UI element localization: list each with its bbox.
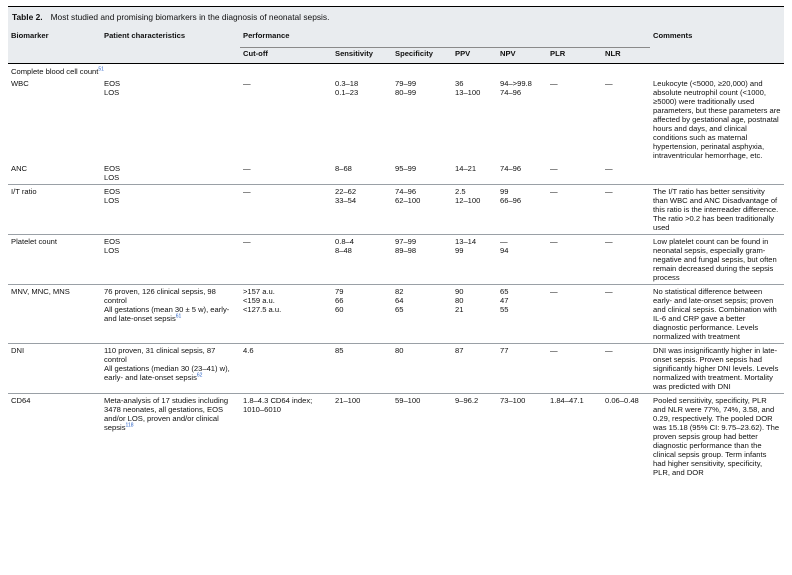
nlr-line: — <box>605 187 613 196</box>
header-cutoff: Cut-off <box>240 48 332 64</box>
npv-cell <box>497 285 547 344</box>
ppv-cell <box>452 235 497 285</box>
nlr-line: — <box>605 346 613 355</box>
header-npv: NPV <box>497 48 547 64</box>
table-caption <box>8 6 784 27</box>
comments-cell <box>650 344 784 394</box>
ppv-cell <box>452 344 497 394</box>
patient-line: All gestations (mean 30 ± 5 w), early- and late-onset sepsis$^{61}$ <box>104 305 230 323</box>
biomarker-name: I/T ratio <box>11 187 37 196</box>
cutoff-cell <box>240 235 332 285</box>
patient-characteristics-cell <box>101 235 240 285</box>
patient-line: 76 proven, 126 clinical sepsis, 98 control <box>104 287 216 305</box>
plr-cell <box>547 285 602 344</box>
cutoff-line: 1.8–4.3 CD64 index; 1010–6010 <box>243 396 313 414</box>
specificity-line: 82 <box>395 287 404 296</box>
comments-cell <box>650 77 784 162</box>
plr-line: — <box>550 237 558 246</box>
sensitivity-cell <box>332 162 392 185</box>
cutoff-line: <127.5 a.u. <box>243 305 282 314</box>
specificity-line: 79–99 <box>395 79 417 88</box>
comment-text: Low platelet count can be found in neonatal sepsis, especially gram-negative and fungal sepsis, but often remain decreased during the sepsis process <box>653 237 777 282</box>
patient-reference: 118 <box>125 422 134 429</box>
biomarker-name: DNI <box>11 346 25 355</box>
nlr-cell <box>602 285 650 344</box>
sensitivity-line: 0.1–23 <box>335 88 359 97</box>
ppv-cell <box>452 77 497 162</box>
biomarker-cell <box>8 344 101 394</box>
specificity-line: 95–99 <box>395 164 417 173</box>
nlr-line: — <box>605 79 613 88</box>
patient-line: EOS <box>104 79 121 88</box>
specificity-cell <box>392 235 452 285</box>
nlr-line: — <box>605 164 613 173</box>
npv-cell <box>497 77 547 162</box>
plr-cell <box>547 235 602 285</box>
nlr-cell <box>602 185 650 235</box>
specificity-cell <box>392 285 452 344</box>
cutoff-cell <box>240 185 332 235</box>
table-row <box>8 344 784 394</box>
biomarker-name: CD64 <box>11 396 31 405</box>
npv-cell <box>497 235 547 285</box>
cutoff-line: 4.6 <box>243 346 254 355</box>
plr-line: — <box>550 287 558 296</box>
ppv-line: 14–21 <box>455 164 477 173</box>
specificity-cell <box>392 77 452 162</box>
npv-line: 73–100 <box>500 396 526 405</box>
specificity-cell <box>392 185 452 235</box>
sensitivity-line: 0.8–4 <box>335 237 355 246</box>
nlr-cell <box>602 77 650 162</box>
comments-cell <box>650 394 784 480</box>
ppv-line: 12–100 <box>455 196 481 205</box>
sensitivity-cell <box>332 394 392 480</box>
npv-line: 94–>99.8 <box>500 79 532 88</box>
plr-line: — <box>550 79 558 88</box>
plr-line: — <box>550 164 558 173</box>
comment-text: The I/T ratio has better sensitivity than WBC and ANC Disadvantage of this ratio is the interreader difference. The ratio >0.2 has been traditionally used <box>653 187 779 232</box>
ppv-line: 2.5 <box>455 187 466 196</box>
ppv-line: 13–14 <box>455 237 477 246</box>
cutoff-line: — <box>243 164 251 173</box>
patient-characteristics-cell <box>101 162 240 185</box>
specificity-line: 62–100 <box>395 196 421 205</box>
sensitivity-line: 22–62 <box>335 187 357 196</box>
comment-text: DNI was insignificantly higher in late-onset sepsis. Proven sepsis had significantly higher DNI levels. Levels normalized with treatment. Mortality was predicted with DNI <box>653 346 779 391</box>
sensitivity-cell <box>332 344 392 394</box>
header-comments: Comments <box>650 27 784 64</box>
sensitivity-line: 8–48 <box>335 246 352 255</box>
sensitivity-cell <box>332 185 392 235</box>
ppv-cell <box>452 285 497 344</box>
patient-line: Meta-analysis of 17 studies including 3478 neonates, all gestations, EOS and/or LOS, proven and/or clinical sepsis$^{118}$ <box>104 396 229 432</box>
patient-line: EOS <box>104 187 121 196</box>
specificity-line: 97–99 <box>395 237 417 246</box>
patient-line: EOS <box>104 164 121 173</box>
biomarker-cell <box>8 394 101 480</box>
comment-text: Leukocyte (<5000, ≥20,000) and absolute neutrophil count (<1000, ≥5000) were traditionally used parameters, but these parameters are affected by gestational age, postnatal hours and days, and clinical conditions such as maternal hypertension, perinatal asphyxia, intraventricular hemorrhage, etc. <box>653 79 781 160</box>
npv-cell <box>497 344 547 394</box>
table-row <box>8 77 784 162</box>
patient-line: All gestations (median 30 (23–41) w), early- and late-onset sepsis$^{62}$ <box>104 364 230 382</box>
biomarker-name: Platelet count <box>11 237 58 246</box>
specificity-cell <box>392 162 452 185</box>
patient-reference: 61 <box>175 313 182 320</box>
plr-cell <box>547 77 602 162</box>
specificity-line: 89–98 <box>395 246 417 255</box>
sensitivity-line: 85 <box>335 346 344 355</box>
plr-cell <box>547 394 602 480</box>
group-reference: 51 <box>98 66 104 73</box>
patient-characteristics-cell <box>101 285 240 344</box>
table-row <box>8 285 784 344</box>
cutoff-cell <box>240 285 332 344</box>
plr-cell <box>547 162 602 185</box>
specificity-line: 74–96 <box>395 187 417 196</box>
sensitivity-cell <box>332 235 392 285</box>
patient-line: LOS <box>104 246 120 255</box>
sensitivity-line: 8–68 <box>335 164 352 173</box>
group-label-cell <box>8 64 784 78</box>
npv-line: — <box>500 237 508 246</box>
npv-line: 99 <box>500 187 509 196</box>
cutoff-line: — <box>243 187 251 196</box>
ppv-line: 21 <box>455 305 464 314</box>
biomarker-name: WBC <box>11 79 29 88</box>
ppv-line: 87 <box>455 346 464 355</box>
nlr-cell <box>602 235 650 285</box>
npv-line: 55 <box>500 305 509 314</box>
nlr-line: 0.06–0.48 <box>605 396 639 405</box>
table-container <box>8 6 784 479</box>
specificity-cell <box>392 394 452 480</box>
npv-line: 66–96 <box>500 196 522 205</box>
cutoff-cell <box>240 162 332 185</box>
patient-characteristics-cell <box>101 77 240 162</box>
sensitivity-line: 33–54 <box>335 196 357 205</box>
specificity-line: 80–99 <box>395 88 417 97</box>
table-header <box>8 27 784 64</box>
npv-line: 94 <box>500 246 509 255</box>
table-row <box>8 394 784 480</box>
header-specificity: Specificity <box>392 48 452 64</box>
patient-line: 110 proven, 31 clinical sepsis, 87 control <box>104 346 216 364</box>
patient-line: LOS <box>104 88 120 97</box>
table-caption-title: Most studied and promising biomarkers in the diagnosis of neonatal sepsis. <box>50 12 330 22</box>
ppv-line: 80 <box>455 296 464 305</box>
patient-characteristics-cell <box>101 344 240 394</box>
npv-line: 77 <box>500 346 509 355</box>
cutoff-line: <159 a.u. <box>243 296 275 305</box>
table-caption-label: Table 2. <box>12 12 43 22</box>
patient-line: EOS <box>104 237 121 246</box>
cutoff-cell <box>240 394 332 480</box>
nlr-cell <box>602 344 650 394</box>
table-row <box>8 235 784 285</box>
cutoff-line: — <box>243 237 251 246</box>
cutoff-cell <box>240 344 332 394</box>
header-ppv: PPV <box>452 48 497 64</box>
sensitivity-cell <box>332 285 392 344</box>
comments-cell <box>650 162 784 185</box>
sensitivity-line: 0.3–18 <box>335 79 359 88</box>
patient-characteristics-cell <box>101 394 240 480</box>
group-label: Complete blood cell count <box>11 67 99 76</box>
ppv-line: 13–100 <box>455 88 481 97</box>
table-row <box>8 162 784 185</box>
biomarker-cell <box>8 285 101 344</box>
header-patient-characteristics: Patient characteristics <box>101 27 240 64</box>
ppv-cell <box>452 162 497 185</box>
comments-cell <box>650 185 784 235</box>
biomarker-cell <box>8 235 101 285</box>
npv-line: 74–96 <box>500 88 522 97</box>
patient-reference: 62 <box>196 372 203 379</box>
sensitivity-line: 21–100 <box>335 396 361 405</box>
specificity-line: 64 <box>395 296 404 305</box>
header-plr: PLR <box>547 48 602 64</box>
biomarker-cell <box>8 162 101 185</box>
comments-cell <box>650 285 784 344</box>
ppv-line: 9–96.2 <box>455 396 479 405</box>
plr-line: — <box>550 187 558 196</box>
cutoff-cell <box>240 77 332 162</box>
sensitivity-cell <box>332 77 392 162</box>
npv-cell <box>497 185 547 235</box>
table-row <box>8 185 784 235</box>
cutoff-line: >157 a.u. <box>243 287 275 296</box>
patient-characteristics-cell <box>101 185 240 235</box>
npv-cell <box>497 162 547 185</box>
specificity-line: 80 <box>395 346 404 355</box>
group-row <box>8 64 784 78</box>
biomarker-table <box>8 27 784 479</box>
patient-line: LOS <box>104 196 120 205</box>
ppv-cell <box>452 394 497 480</box>
comment-text: No statistical difference between early- and late-onset sepsis; proven and clinical sepsis. Combination with IL-6 and CRP gave a better diagnostic performance. Levels normalized with treatment <box>653 287 777 341</box>
ppv-cell <box>452 185 497 235</box>
nlr-cell <box>602 162 650 185</box>
comments-cell <box>650 235 784 285</box>
table-body <box>8 64 784 480</box>
nlr-cell <box>602 394 650 480</box>
cutoff-line: — <box>243 79 251 88</box>
header-nlr: NLR <box>602 48 650 64</box>
plr-line: — <box>550 346 558 355</box>
patient-line: LOS <box>104 173 120 182</box>
specificity-cell <box>392 344 452 394</box>
biomarker-name: ANC <box>11 164 28 173</box>
plr-cell <box>547 344 602 394</box>
header-biomarker: Biomarker <box>8 27 101 64</box>
ppv-line: 36 <box>455 79 464 88</box>
sensitivity-line: 79 <box>335 287 344 296</box>
nlr-line: — <box>605 237 613 246</box>
specificity-line: 65 <box>395 305 404 314</box>
ppv-line: 99 <box>455 246 464 255</box>
comment-text: Pooled sensitivity, specificity, PLR and NLR were 77%, 74%, 3.58, and 0.29, respectively. The pooled DOR was 15.18 (95% CI: 9.75–23.62). The proven sepsis group had better diagnostic performance than the clinical sepsis group. Term infants had higher sensitivity, specificity, PLR, and DOR <box>653 396 780 477</box>
sensitivity-line: 66 <box>335 296 344 305</box>
header-sensitivity: Sensitivity <box>332 48 392 64</box>
npv-line: 47 <box>500 296 509 305</box>
nlr-line: — <box>605 287 613 296</box>
plr-line: 1.84–47.1 <box>550 396 584 405</box>
biomarker-name: MNV, MNC, MNS <box>11 287 70 296</box>
npv-line: 65 <box>500 287 509 296</box>
sensitivity-line: 60 <box>335 305 344 314</box>
header-performance: Performance <box>240 27 650 48</box>
plr-cell <box>547 185 602 235</box>
biomarker-cell <box>8 185 101 235</box>
specificity-line: 59–100 <box>395 396 421 405</box>
ppv-line: 90 <box>455 287 464 296</box>
npv-line: 74–96 <box>500 164 522 173</box>
biomarker-cell <box>8 77 101 162</box>
npv-cell <box>497 394 547 480</box>
